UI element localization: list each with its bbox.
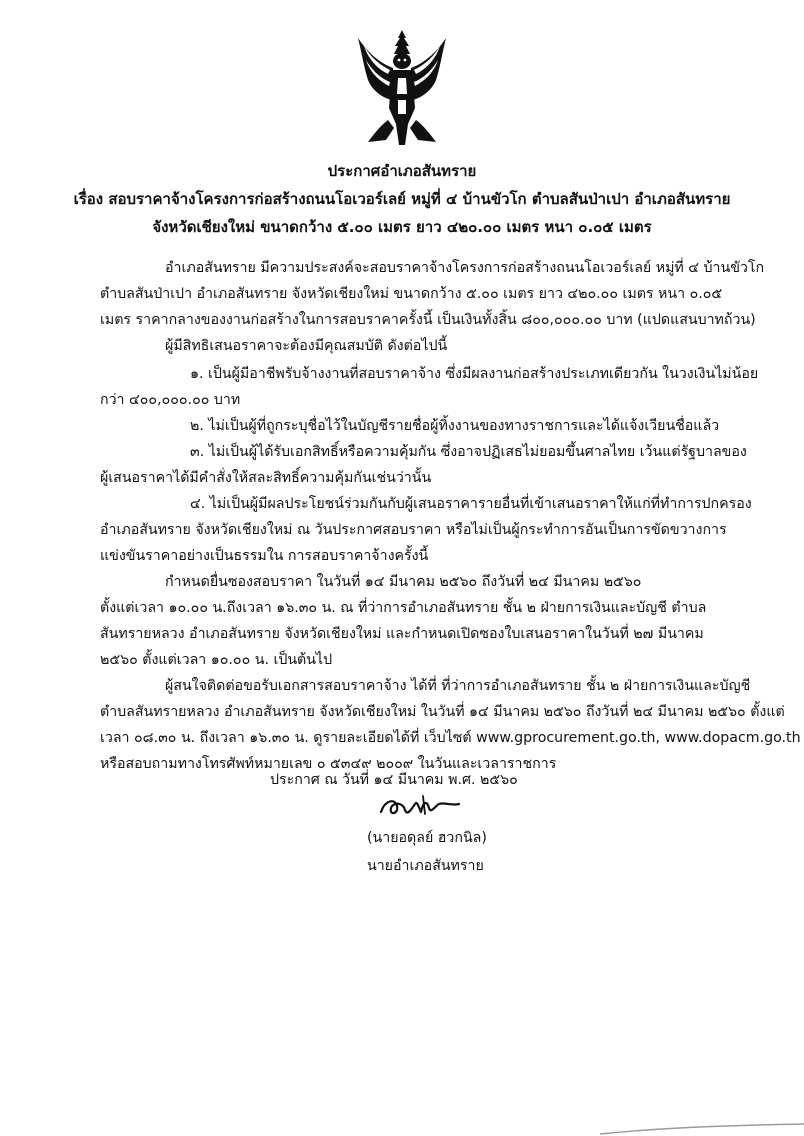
handwritten-signature-icon [375,790,465,824]
garuda-emblem-icon [352,28,452,146]
body-line: สันทรายหลวง อำเภอสันทราย จังหวัดเชียงใหม่ และกำหนดเปิดซองใบเสนอราคาในวันที่ ๒๗ มีนาคม [100,626,704,642]
qualification-item: ๒. ไม่เป็นผู้ที่ถูกระบุชื่อไว้ในบัญชีรายชื่อผู้ทิ้งงานของทางราชการและได้แจ้งเวียนชื่อแล้ว [190,418,720,434]
announcement-date: ประกาศ ณ วันที่ ๑๔ มีนาคม พ.ศ. ๒๕๖๐ [270,772,518,788]
body-line: เมตร ราคากลางของงานก่อสร้างในการสอบราคาครั้งนี้ เป็นเงินทั้งสิ้น ๘๐๐,๐๐๐.๐๐ บาท (แปดแสนบาทถ้วน) [100,312,756,328]
qualification-item: ๔. ไม่เป็นผู้มีผลประโยชน์ร่วมกันกับผู้เสนอราคารายอื่นที่เข้าเสนอราคาให้แก่ที่ทำการปกครอง [190,496,752,512]
website-line: เวลา ๐๘.๓๐ น. ถึงเวลา ๑๖.๓๐ น. ดูรายละเอียดได้ที่ เว็บไซต์ www.gprocurement.go.th, www.dopacm.go.th [100,730,801,746]
body-line: ๒๕๖๐ ตั้งแต่เวลา ๑๐.๐๐ น. เป็นต้นไป [100,652,333,668]
body-line: แข่งขันราคาอย่างเป็นธรรมใน การสอบราคาจ้างครั้งนี้ [100,548,429,564]
body-line: ตั้งแต่เวลา ๑๐.๐๐ น.ถึงเวลา ๑๖.๓๐ น. ณ ที่ว่าการอำเภอสันทราย ชั้น ๒ ฝ่ายการเงินและบัญชี ตำบล [100,600,707,616]
body-line: ผู้เสนอราคาได้มีคำสั่งให้สละสิทธิ์ความคุ้มกันเช่นว่านั้น [100,470,432,486]
qualification-item: ๓. ไม่เป็นผู้ได้รับเอกสิทธิ์หรือความคุ้มกัน ซึ่งอาจปฏิเสธไม่ยอมขึ้นศาลไทย เว้นแต่รัฐบาลของ [190,444,747,460]
body-line: ตำบลสันป่าเปา อำเภอสันทราย จังหวัดเชียงใหม่ ขนาดกว้าง ๕.๐๐ เมตร ยาว ๔๒๐.๐๐ เมตร หนา ๐.๐๕ [100,286,723,302]
submission-period: กำหนดยื่นซองสอบราคา ในวันที่ ๑๔ มีนาคม ๒๕๖๐ ถึงวันที่ ๒๔ มีนาคม ๒๕๖๐ [165,574,642,590]
subject-line-2: จังหวัดเชียงใหม่ ขนาดกว้าง ๕.๐๐ เมตร ยาว ๔๒๐.๐๐ เมตร หนา ๐.๐๕ เมตร [152,218,652,236]
signer-name: (นายอดุลย์ ฮวกนิล) [367,830,487,846]
contact-paragraph: ผู้สนใจติดต่อขอรับเอกสารสอบราคาจ้าง ได้ที่ ที่ว่าการอำเภอสันทราย ชั้น ๒ ฝ่ายการเงินและบัญชี [165,678,751,694]
body-line: อำเภอสันทราย จังหวัดเชียงใหม่ ณ วันประกาศสอบราคา หรือไม่เป็นผู้กระทำการอันเป็นการขัดขวางการ [100,522,727,538]
announcement-title: ประกาศอำเภอสันทราย [327,162,477,180]
page-edge-mark [600,1120,804,1136]
qualification-item: ๑. เป็นผู้มีอาชีพรับจ้างงานที่สอบราคาจ้าง ซึ่งมีผลงานก่อสร้างประเภทเดียวกัน ในวงเงินไม่น้อย [190,366,759,382]
signer-title: นายอำเภอสันทราย [367,858,484,874]
body-line: กว่า ๔๐๐,๐๐๐.๐๐ บาท [100,392,241,408]
body-line: อำเภอสันทราย มีความประสงค์จะสอบราคาจ้างโครงการก่อสร้างถนนโอเวอร์เลย์ หมู่ที่ ๔ บ้านขัวโก [165,260,765,276]
subject-line-1: เรื่อง สอบราคาจ้างโครงการก่อสร้างถนนโอเวอร์เลย์ หมู่ที่ ๔ บ้านขัวโก ตำบลสันป่าเปา อำเภอสันทราย [73,190,731,208]
phone-line: หรือสอบถามทางโทรศัพท์หมายเลข ๐ ๕๓๔๙ ๒๐๐๙ ในวันและเวลาราชการ [100,756,557,772]
body-line: ผู้มีสิทธิเสนอราคาจะต้องมีคุณสมบัติ ดังต่อไปนี้ [165,338,448,354]
body-line: ตำบลสันทรายหลวง อำเภอสันทราย จังหวัดเชียงใหม่ ในวันที่ ๑๔ มีนาคม ๒๕๖๐ ถึงวันที่ ๒๔ มีนาคม ๒๕๖๐ ตั้งแต่ [100,704,785,720]
